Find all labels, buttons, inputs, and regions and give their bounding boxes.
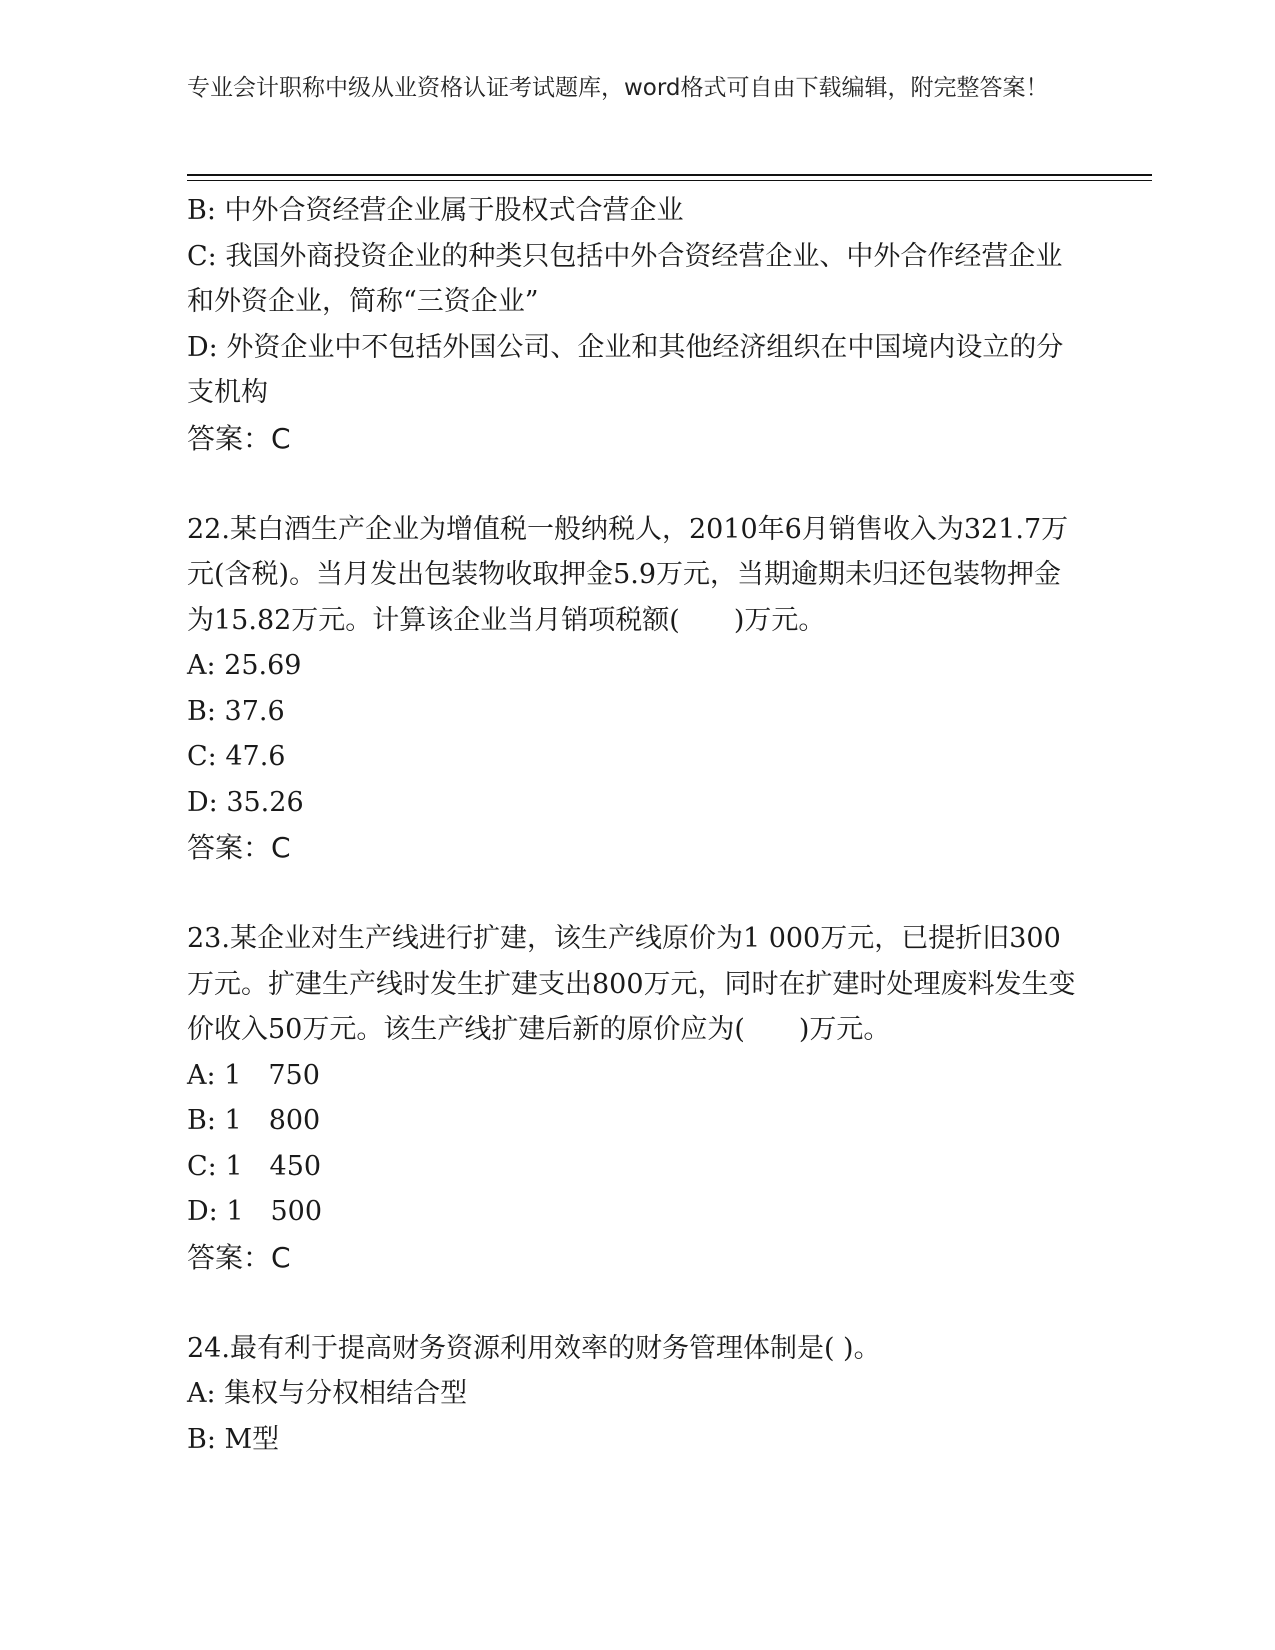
option-b: B: 中外合资经营企业属于股权式合营企业 [187,195,684,226]
option-d: D: 35.26 [187,786,304,818]
option-d: D: 外资企业中不包括外国公司、企业和其他经济组织在中国境内设立的分支机构 [187,331,1064,408]
question-22 [187,507,1087,871]
page-header: 专业会计职称中级从业资格认证考试题库，word格式可自由下载编辑，附完整答案！ [187,75,1049,101]
question-23 [187,916,1087,1280]
option-a: A: 25.69 [187,650,302,681]
question-21-tail [187,188,1087,461]
option-c: C: 我国外商投资企业的种类只包括中外合资经营企业、中外合作经营企业和外资企业，简称“三资企业” [187,240,1063,317]
option-a: A: 集权与分权相结合型 [187,1378,468,1409]
option-c: C: 47.6 [187,741,286,772]
question-text: 24.最有利于提高财务资源利用效率的财务管理体制是( )。 [187,1332,881,1364]
question-text: 22.某白酒生产企业为增值税一般纳税人，2010年6月销售收入为321.7万元(含税)。当月发出包装物收取押金5.9万元，当期逾期未归还包装物押金为15.82万元。计算该企业当月销项税额( )万元。 [187,513,1069,636]
option-c: C: 1 450 [187,1150,322,1182]
header-rule-thick [187,174,1152,176]
option-b: B: M型 [187,1423,280,1455]
header-rule-thin [187,180,1152,181]
option-b: B: 37.6 [187,695,285,727]
document-body [187,188,1087,1462]
question-24 [187,1326,1087,1463]
answer: 答案：C [187,421,291,455]
option-a: A: 1 750 [187,1059,320,1091]
option-d: D: 1 500 [187,1196,323,1227]
answer: 答案：C [187,1240,291,1274]
question-text: 23.某企业对生产线进行扩建，该生产线原价为1 000万元，已提折旧300万元。扩建生产线时发生扩建支出800万元，同时在扩建时处理废料发生变价收入50万元。该生产线扩建后新的原价应为( )万元。 [187,923,1076,1045]
option-b: B: 1 800 [187,1105,321,1136]
answer: 答案：C [187,831,291,864]
